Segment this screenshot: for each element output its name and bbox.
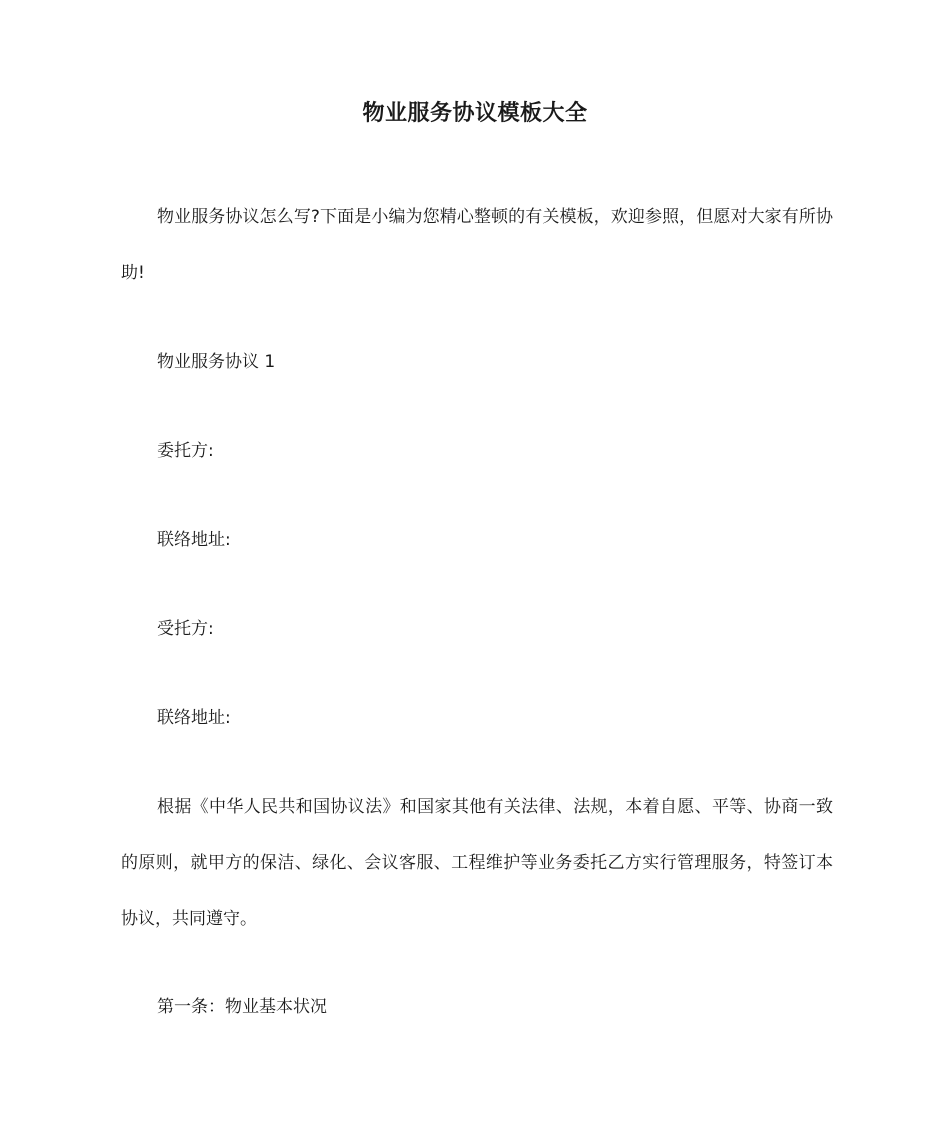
- contractor-label: 受托方:: [157, 619, 214, 639]
- document-title: 物业服务协议模板大全: [362, 101, 588, 126]
- contractor-address-label: 联络地址:: [157, 708, 231, 728]
- client-label: 委托方:: [157, 441, 214, 461]
- intro-paragraph: 物业服务协议怎么写?下面是小编为您精心整顿的有关模板，欢迎参照，但愿对大家有所协助!: [121, 207, 833, 283]
- basis-paragraph: 根据《中华人民共和国协议法》和国家其他有关法律、法规，本着自愿、平等、协商一致的原则，就甲方的保洁、绿化、会议客服、工程维护等业务委托乙方实行管理服务，特签订本协议，共同遵守。: [121, 797, 833, 929]
- client-address-label: 联络地址:: [157, 530, 231, 550]
- article-1-heading: 第一条：物业基本状况: [157, 997, 327, 1017]
- agreement-heading: 物业服务协议 1: [157, 352, 276, 372]
